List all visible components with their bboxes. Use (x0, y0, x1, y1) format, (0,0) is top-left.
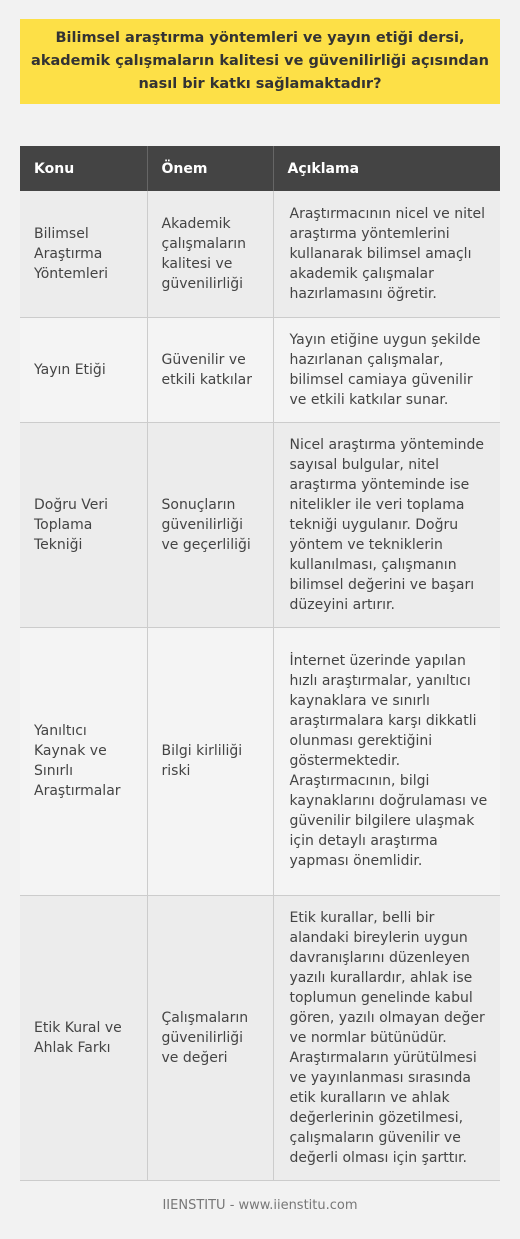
table-row (20, 317, 500, 422)
footer-credit: IIENSTITU - www.iienstitu.com (162, 1198, 358, 1213)
table-header-row (20, 146, 500, 191)
cell-onem: Akademik çalışmaların kalitesi ve güvenilirliği (147, 191, 273, 317)
cell-onem: Güvenilir ve etkili katkılar (147, 317, 273, 422)
cell-aciklama: İnternet üzerinde yapılan hızlı araştırmalar, yanıltıcı kaynaklara ve sınırlı araştırmalara karşı dikkatli olunması gerektiğini göstermektedir. Araştırmacının, bilgi kaynaklarını doğrulaması ve güvenilir bilgilere ulaşmak için detaylı araştırma yapması önemlidir. (273, 627, 500, 895)
cell-aciklama: Araştırmacının nicel ve nitel araştırma yöntemlerini kullanarak bilimsel amaçlı akademik çalışmalar hazırlamasını öğretir. (273, 191, 500, 317)
table-row (20, 191, 500, 317)
cell-konu: Yayın Etiği (20, 317, 147, 422)
cell-onem: Sonuçların güvenilirliği ve geçerliliği (147, 422, 273, 627)
question-title: Bilimsel araştırma yöntemleri ve yayın etiği dersi, akademik çalışmaların kalitesi ve güvenilirliği açısından nasıl bir katkı sağlamaktadır? (31, 30, 489, 92)
cell-konu: Bilimsel Araştırma Yöntemleri (20, 191, 147, 317)
cell-konu: Yanıltıcı Kaynak ve Sınırlı Araştırmalar (20, 627, 147, 895)
table-row (20, 895, 500, 1180)
cell-aciklama: Nicel araştırma yönteminde sayısal bulgular, nitel araştırma yönteminde ise nitelikler ile veri toplama tekniği uygulanır. Doğru yöntem ve tekniklerin kullanılması, çalışmanın bilimsel değerini ve başarı düzeyini artırır. (273, 422, 500, 627)
info-table (20, 146, 500, 1181)
question-banner (20, 19, 500, 104)
cell-onem: Çalışmaların güvenilirliği ve değeri (147, 895, 273, 1180)
column-header-onem: Önem (147, 146, 273, 191)
column-header-aciklama: Açıklama (273, 146, 500, 191)
cell-konu: Etik Kural ve Ahlak Farkı (20, 895, 147, 1180)
cell-konu: Doğru Veri Toplama Tekniği (20, 422, 147, 627)
table-row (20, 627, 500, 895)
column-header-konu: Konu (20, 146, 147, 191)
cell-aciklama: Etik kurallar, belli bir alandaki bireylerin uygun davranışlarını düzenleyen yazılı kurallardır, ahlak ise toplumun genelinde kabul gören, yazılı olmayan değer ve normlar bütünüdür. Araştırmaların yürütülmesi ve yayınlanması sırasında etik kuralların ve ahlak değerlerinin gözetilmesi, çalışmaların güvenilir ve değerli olması için şarttır. (273, 895, 500, 1180)
cell-onem: Bilgi kirliliği riski (147, 627, 273, 895)
table-row (20, 422, 500, 627)
cell-aciklama: Yayın etiğine uygun şekilde hazırlanan çalışmalar, bilimsel camiaya güvenilir ve etkili katkılar sunar. (273, 317, 500, 422)
